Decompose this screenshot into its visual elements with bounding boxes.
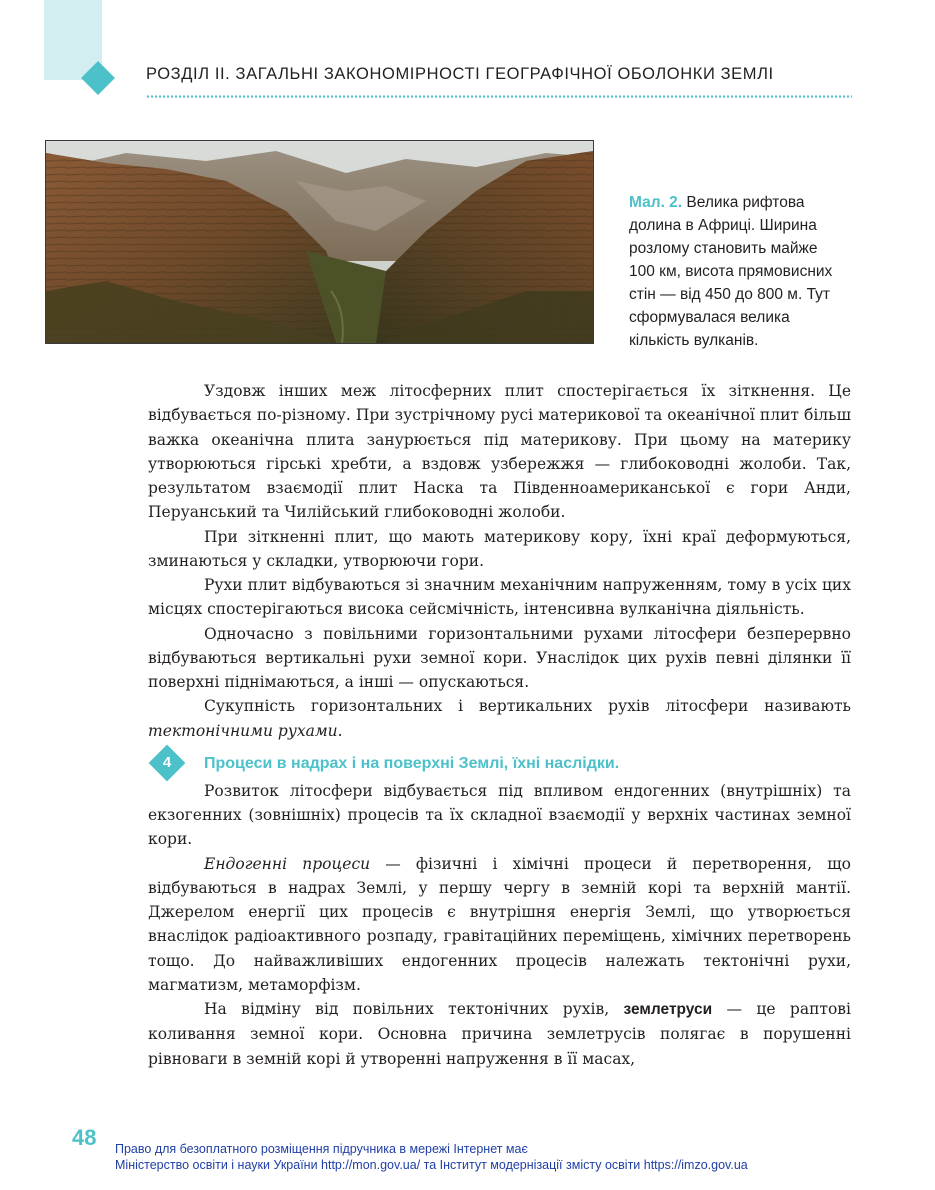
- footer-line: Міністерство освіти і науки України http://mon.gov.ua/ та Інститут модернізації змісту освіти https://imzo.gov.ua: [115, 1158, 748, 1172]
- text-run: .: [337, 721, 343, 740]
- dotted-divider: [146, 94, 852, 99]
- paragraph: Розвиток літосфери відбувається під впливом ендогенних (внутрішніх) та екзогенних (зовнішніх) процесів та їх складної взаємодії у верхніх частинах земної кори.: [148, 781, 851, 849]
- term-endogenous: Ендогенні процеси: [204, 854, 371, 873]
- main-text: [148, 379, 851, 1071]
- text-run: — фізичні і хімічні процеси й перетворення, що відбуваються в надрах Землі, у першу чергу в земній корі та верхній мантії. Джерелом енергії цих процесів є внутрішня енергія Землі, що утворюється внаслідок радіоактивного розпаду, гравітаційних переміщень, хімічних перетворень тощо. До найважливіших ендогенних процесів належать тектонічні рухи, магматизм, метаморфізм.: [148, 854, 851, 994]
- text-run: На відміну від повільних тектонічних рухів,: [204, 1000, 624, 1018]
- figure-caption-text: Велика рифтова долина в Африці. Ширина розлому становить майже 100 км, висота прямовисних стін — від 450 до 800 м. Тут сформувалася велика кількість вулканів.: [629, 194, 833, 349]
- section-title: РОЗДІЛ ІІ. ЗАГАЛЬНІ ЗАКОНОМІРНОСТІ ГЕОГРАФІЧНОЇ ОБОЛОНКИ ЗЕМЛІ: [146, 65, 774, 83]
- figure-caption: [629, 191, 844, 352]
- heading-title: Процеси в надрах і на поверхні Землі, їхні наслідки.: [204, 754, 620, 772]
- paragraph: Рухи плит відбуваються зі значним механічним напруженням, тому в усіх цих місцях спостерігаються висока сейсмічність, інтенсивна вулканічна діяльність.: [148, 576, 851, 619]
- paragraph: [148, 997, 851, 1071]
- paragraph: Уздовж інших меж літосферних плит спостерігається їх зіткнення. Це відбувається по-різному. При зустрічному русі материкової та океанічної плит більш важка океанічна плита занурюється під материкову. При цьому на материку утворюються гірські хребти, а вздовж узбережжя — глибоководні жолоби. Так, результатом взаємодії плит Наска та Південноамериканської є гори Анди, Перуанський та Чилійський глибоководні жолоби.: [148, 382, 851, 522]
- footer-notice: [115, 1141, 915, 1173]
- figure-label: Мал. 2.: [629, 194, 683, 211]
- rift-valley-photo: [45, 140, 594, 344]
- text-run: — це раптові коливання земної кори. Основна причина землетрусів полягає в порушенні рівноваги в земній корі й утворенні напруження в її масах,: [148, 1000, 851, 1068]
- section-heading: [148, 751, 851, 777]
- text-run: Сукупність горизонтальних і вертикальних рухів літосфери називають: [204, 697, 851, 716]
- paragraph: [148, 852, 851, 998]
- term-tectonic-movements: тектонічними рухами: [148, 721, 338, 740]
- paragraph: [148, 694, 851, 743]
- paragraph: Одночасно з повільними горизонтальними рухами літосфери безперервно відбуваються вертикальні рухи земної кори. Унаслідок цих рухів певні ділянки її поверхні піднімаються, а інші — опускаються.: [148, 624, 851, 691]
- heading-number: 4: [162, 753, 172, 771]
- footer-line: Право для безоплатного розміщення підручника в мережі Інтернет має: [115, 1142, 528, 1156]
- page-number: 48: [72, 1125, 97, 1150]
- term-earthquakes: землетруси: [623, 1001, 713, 1018]
- paragraph: При зіткненні плит, що мають материкову кору, їхні краї деформуються, зминаються у складки, утворюючи гори.: [148, 527, 851, 570]
